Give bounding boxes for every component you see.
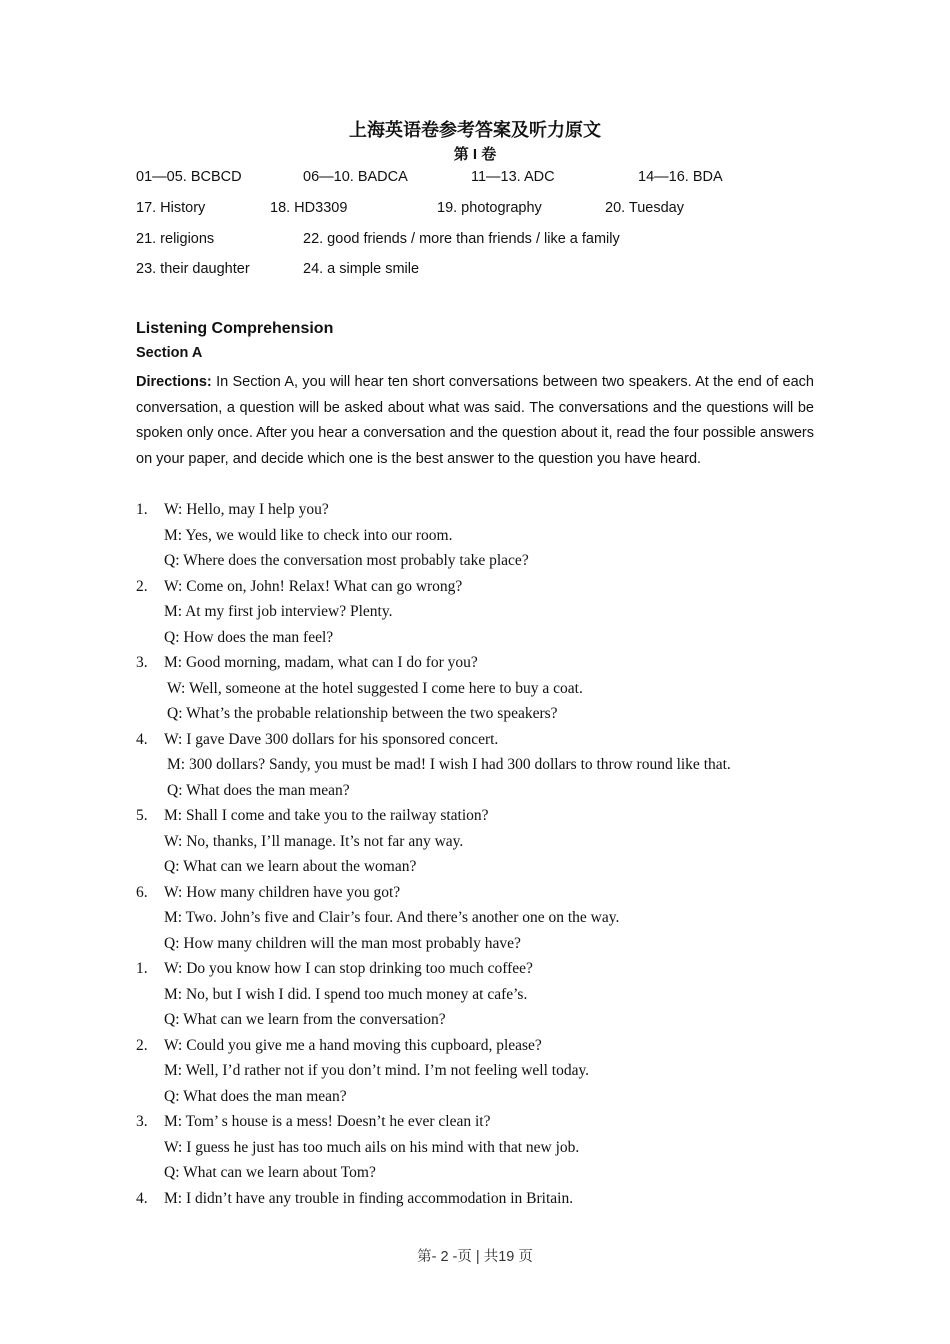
dialog-line: W: Hello, may I help you? [164,501,329,518]
dialog-line: W: Do you know how I can stop drinking too much coffee? [164,960,533,977]
heading-section-a: Section A [136,345,203,361]
answer-item: 18. HD3309 [270,200,348,216]
dialog-line: M: Well, I’d rather not if you don’t mind. I’m not feeling well today. [164,1062,590,1079]
dialog-item [136,1186,836,1212]
dialog-list [136,497,836,1211]
answer-item: 11—13. ADC [471,169,555,185]
dialog-number: 1. [136,960,148,977]
answer-item: 19. photography [437,200,542,216]
dialog-line: Q: What can we learn from the conversation? [164,1011,446,1028]
dialog-item [136,1033,836,1110]
dialog-line: Q: How does the man feel? [164,628,334,646]
answer-item: 17. History [136,200,206,216]
dialog-line: W: Come on, John! Relax! What can go wrong? [164,577,463,595]
dialog-line: W: I guess he just has too much ails on his mind with that new job. [164,1138,580,1156]
section-title: 第 I 卷 [453,146,497,163]
dialog-line: M: Tom’ s house is a mess! Doesn’t he ever clean it? [164,1113,491,1130]
dialog-line: M: At my first job interview? Plenty. [164,603,393,620]
dialog-item [136,727,836,804]
heading-listening: Listening Comprehension [136,320,334,337]
dialog-number: 5. [136,807,148,824]
dialog-item [136,650,836,727]
dialog-number: 2. [136,577,148,595]
dialog-line: Q: What does the man mean? [164,1087,347,1105]
answer-item: 24. a simple smile [303,261,420,277]
dialog-line: W: Well, someone at the hotel suggested I come here to buy a coat. [167,679,583,697]
dialog-line: M: Two. John’s five and Clair’s four. And there’s another one on the way. [164,909,620,926]
answer-item: 22. good friends / more than friends / like a family [303,231,620,247]
dialog-line: M: Good morning, madam, what can I do for you? [164,654,478,671]
dialog-number: 4. [136,1189,148,1207]
dialog-item [136,803,836,880]
dialog-number: 1. [136,501,148,518]
directions [136,370,814,472]
directions-text: In Section A, you will hear ten short conversations between two speakers. At the end of each conversation, a question will be asked about what was said. The conversations and the questions will be spoken only once. After you hear a conversation and the question about it, read the four possible answers on your paper, and decide which one is the best answer to the question you have heard. [136,374,814,467]
answer-item: 21. religions [136,231,215,247]
directions-label: Directions: [136,374,212,390]
dialog-item [136,497,836,574]
dialog-line: M: I didn’t have any trouble in finding accommodation in Britain. [164,1189,574,1207]
dialog-number: 3. [136,1113,148,1130]
dialog-line: Q: What can we learn about the woman? [164,858,417,875]
dialog-line: W: Could you give me a hand moving this cupboard, please? [164,1036,542,1054]
dialog-number: 6. [136,883,148,901]
dialog-line: W: How many children have you got? [164,883,401,901]
dialog-line: Q: What can we learn about Tom? [164,1164,376,1181]
dialog-line: M: Yes, we would like to check into our room. [164,526,453,544]
dialog-line: W: No, thanks, I’ll manage. It’s not far any way. [164,832,464,850]
answer-item: 20. Tuesday [605,200,684,216]
answer-item: 23. their daughter [136,261,250,277]
page-footer: 第- 2 -页 | 共19 页 [417,1249,533,1265]
dialog-line: Q: How many children will the man most probably have? [164,934,521,952]
dialog-line: M: Shall I come and take you to the railway station? [164,807,489,824]
dialog-item [136,880,836,957]
dialog-number: 2. [136,1036,148,1054]
dialog-number: 4. [136,730,148,748]
dialog-line: M: 300 dollars? Sandy, you must be mad! I wish I had 300 dollars to throw round like that. [167,756,731,773]
dialog-item [136,574,836,651]
dialog-line: Q: What does the man mean? [167,781,350,799]
answer-item: 01—05. BCBCD [136,169,242,185]
dialog-item [136,1109,836,1186]
page-title: 上海英语卷参考答案及听力原文 [349,120,601,140]
dialog-line: W: I gave Dave 300 dollars for his sponsored concert. [164,730,499,748]
answer-item: 06—10. BADCA [303,169,408,185]
dialog-line: M: No, but I wish I did. I spend too much money at cafe’s. [164,985,528,1003]
dialog-line: Q: Where does the conversation most probably take place? [164,552,529,569]
dialog-line: Q: What’s the probable relationship between the two speakers? [167,705,558,722]
dialog-number: 3. [136,654,148,671]
answer-item: 14—16. BDA [638,169,723,185]
dialog-item [136,956,836,1033]
